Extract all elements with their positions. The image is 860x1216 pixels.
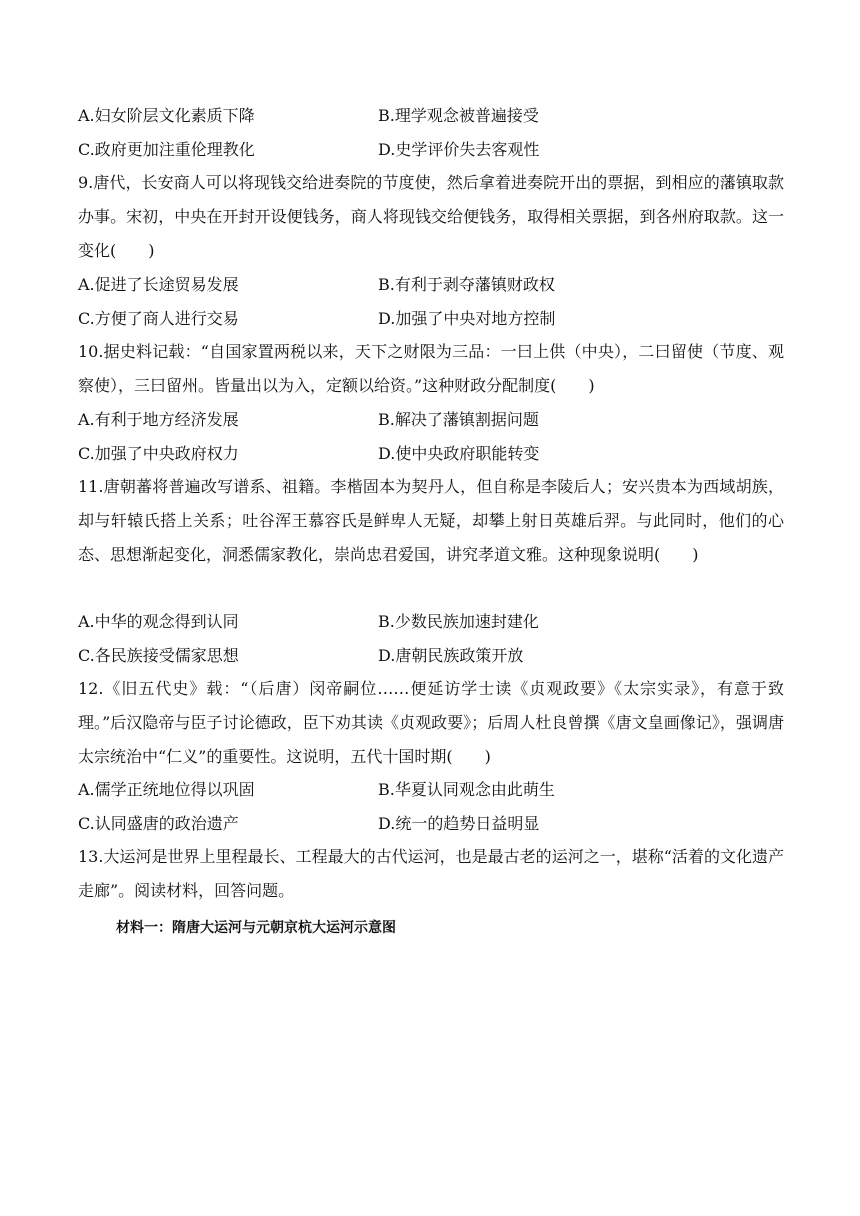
material-caption: 材料一：隋唐大运河与元朝京杭大运河示意图 [116, 920, 396, 936]
q11-option-a[interactable]: A.中华的观念得到认同 [78, 612, 239, 631]
q12-stem: 12.《旧五代史》载：“（后唐）闵帝嗣位……便延访学士读《贞观政要》《太宗实录》，有意于致理。”后汉隐帝与臣子讨论德政，臣下劝其读《贞观政要》；后周人杜良曾撰《唐文皇画像记》，强调唐太宗统治中“仁义”的重要性。这说明，五代十国时期( ) [78, 679, 784, 766]
q12-option-d[interactable]: D.统一的趋势日益明显 [378, 814, 540, 833]
q11-stem: 11.唐朝蕃将普遍改写谱系、祖籍。李楷固本为契丹人，但自称是李陵后人；安兴贵本为西域胡族，却与轩辕氏搭上关系；吐谷浑王慕容氏是鲜卑人无疑，却攀上射日英雄后羿。与此同时，他们的心态、思想渐起变化，洞悉儒家教化，崇尚忠君爱国，讲究孝道文雅。这种现象说明( ) [78, 477, 784, 564]
q9-option-a[interactable]: A.促进了长途贸易发展 [78, 275, 239, 294]
q11-option-c[interactable]: C.各民族接受儒家思想 [78, 646, 239, 665]
q9-option-d[interactable]: D.加强了中央对地方控制 [378, 309, 556, 328]
q13-stem: 13.大运河是世界上里程最长、工程最大的古代运河，也是最古老的运河之一，堪称“活着的文化遗产走廊”。阅读材料，回答问题。 [78, 847, 784, 900]
q12-option-a[interactable]: A.儒学正统地位得以巩固 [78, 780, 255, 799]
q10-option-a[interactable]: A.有利于地方经济发展 [78, 410, 239, 429]
q8-option-a[interactable]: A.妇女阶层文化素质下降 [78, 106, 255, 125]
q8-option-d[interactable]: D.史学评价失去客观性 [378, 140, 540, 159]
q9-option-c[interactable]: C.方便了商人进行交易 [78, 309, 239, 328]
q11-option-d[interactable]: D.唐朝民族政策开放 [378, 646, 524, 665]
q12-option-c[interactable]: C.认同盛唐的政治遗产 [78, 814, 239, 833]
q9-stem: 9.唐代，长安商人可以将现钱交给进奏院的节度使，然后拿着进奏院开出的票据，到相应的藩镇取款办事。宋初，中央在开封开设便钱务，商人将现钱交给便钱务，取得相关票据，到各州府取款。这一变化( ) [78, 173, 784, 260]
q9-option-b[interactable]: B.有利于剥夺藩镇财政权 [378, 275, 555, 294]
q12-option-b[interactable]: B.华夏认同观念由此萌生 [378, 780, 555, 799]
q10-option-d[interactable]: D.使中央政府职能转变 [378, 444, 540, 463]
q11-option-b[interactable]: B.少数民族加速封建化 [378, 612, 539, 631]
q10-option-b[interactable]: B.解决了藩镇割据问题 [378, 410, 539, 429]
q8-option-b[interactable]: B.理学观念被普遍接受 [378, 106, 539, 125]
q8-option-c[interactable]: C.政府更加注重伦理教化 [78, 140, 255, 159]
q10-option-c[interactable]: C.加强了中央政府权力 [78, 444, 239, 463]
q10-stem: 10.据史料记载：“自国家置两税以来，天下之财限为三品：一曰上供（中央），二曰留使（节度、观察使），三曰留州。皆量出以为入，定额以给资。”这种财政分配制度( ) [78, 342, 784, 395]
